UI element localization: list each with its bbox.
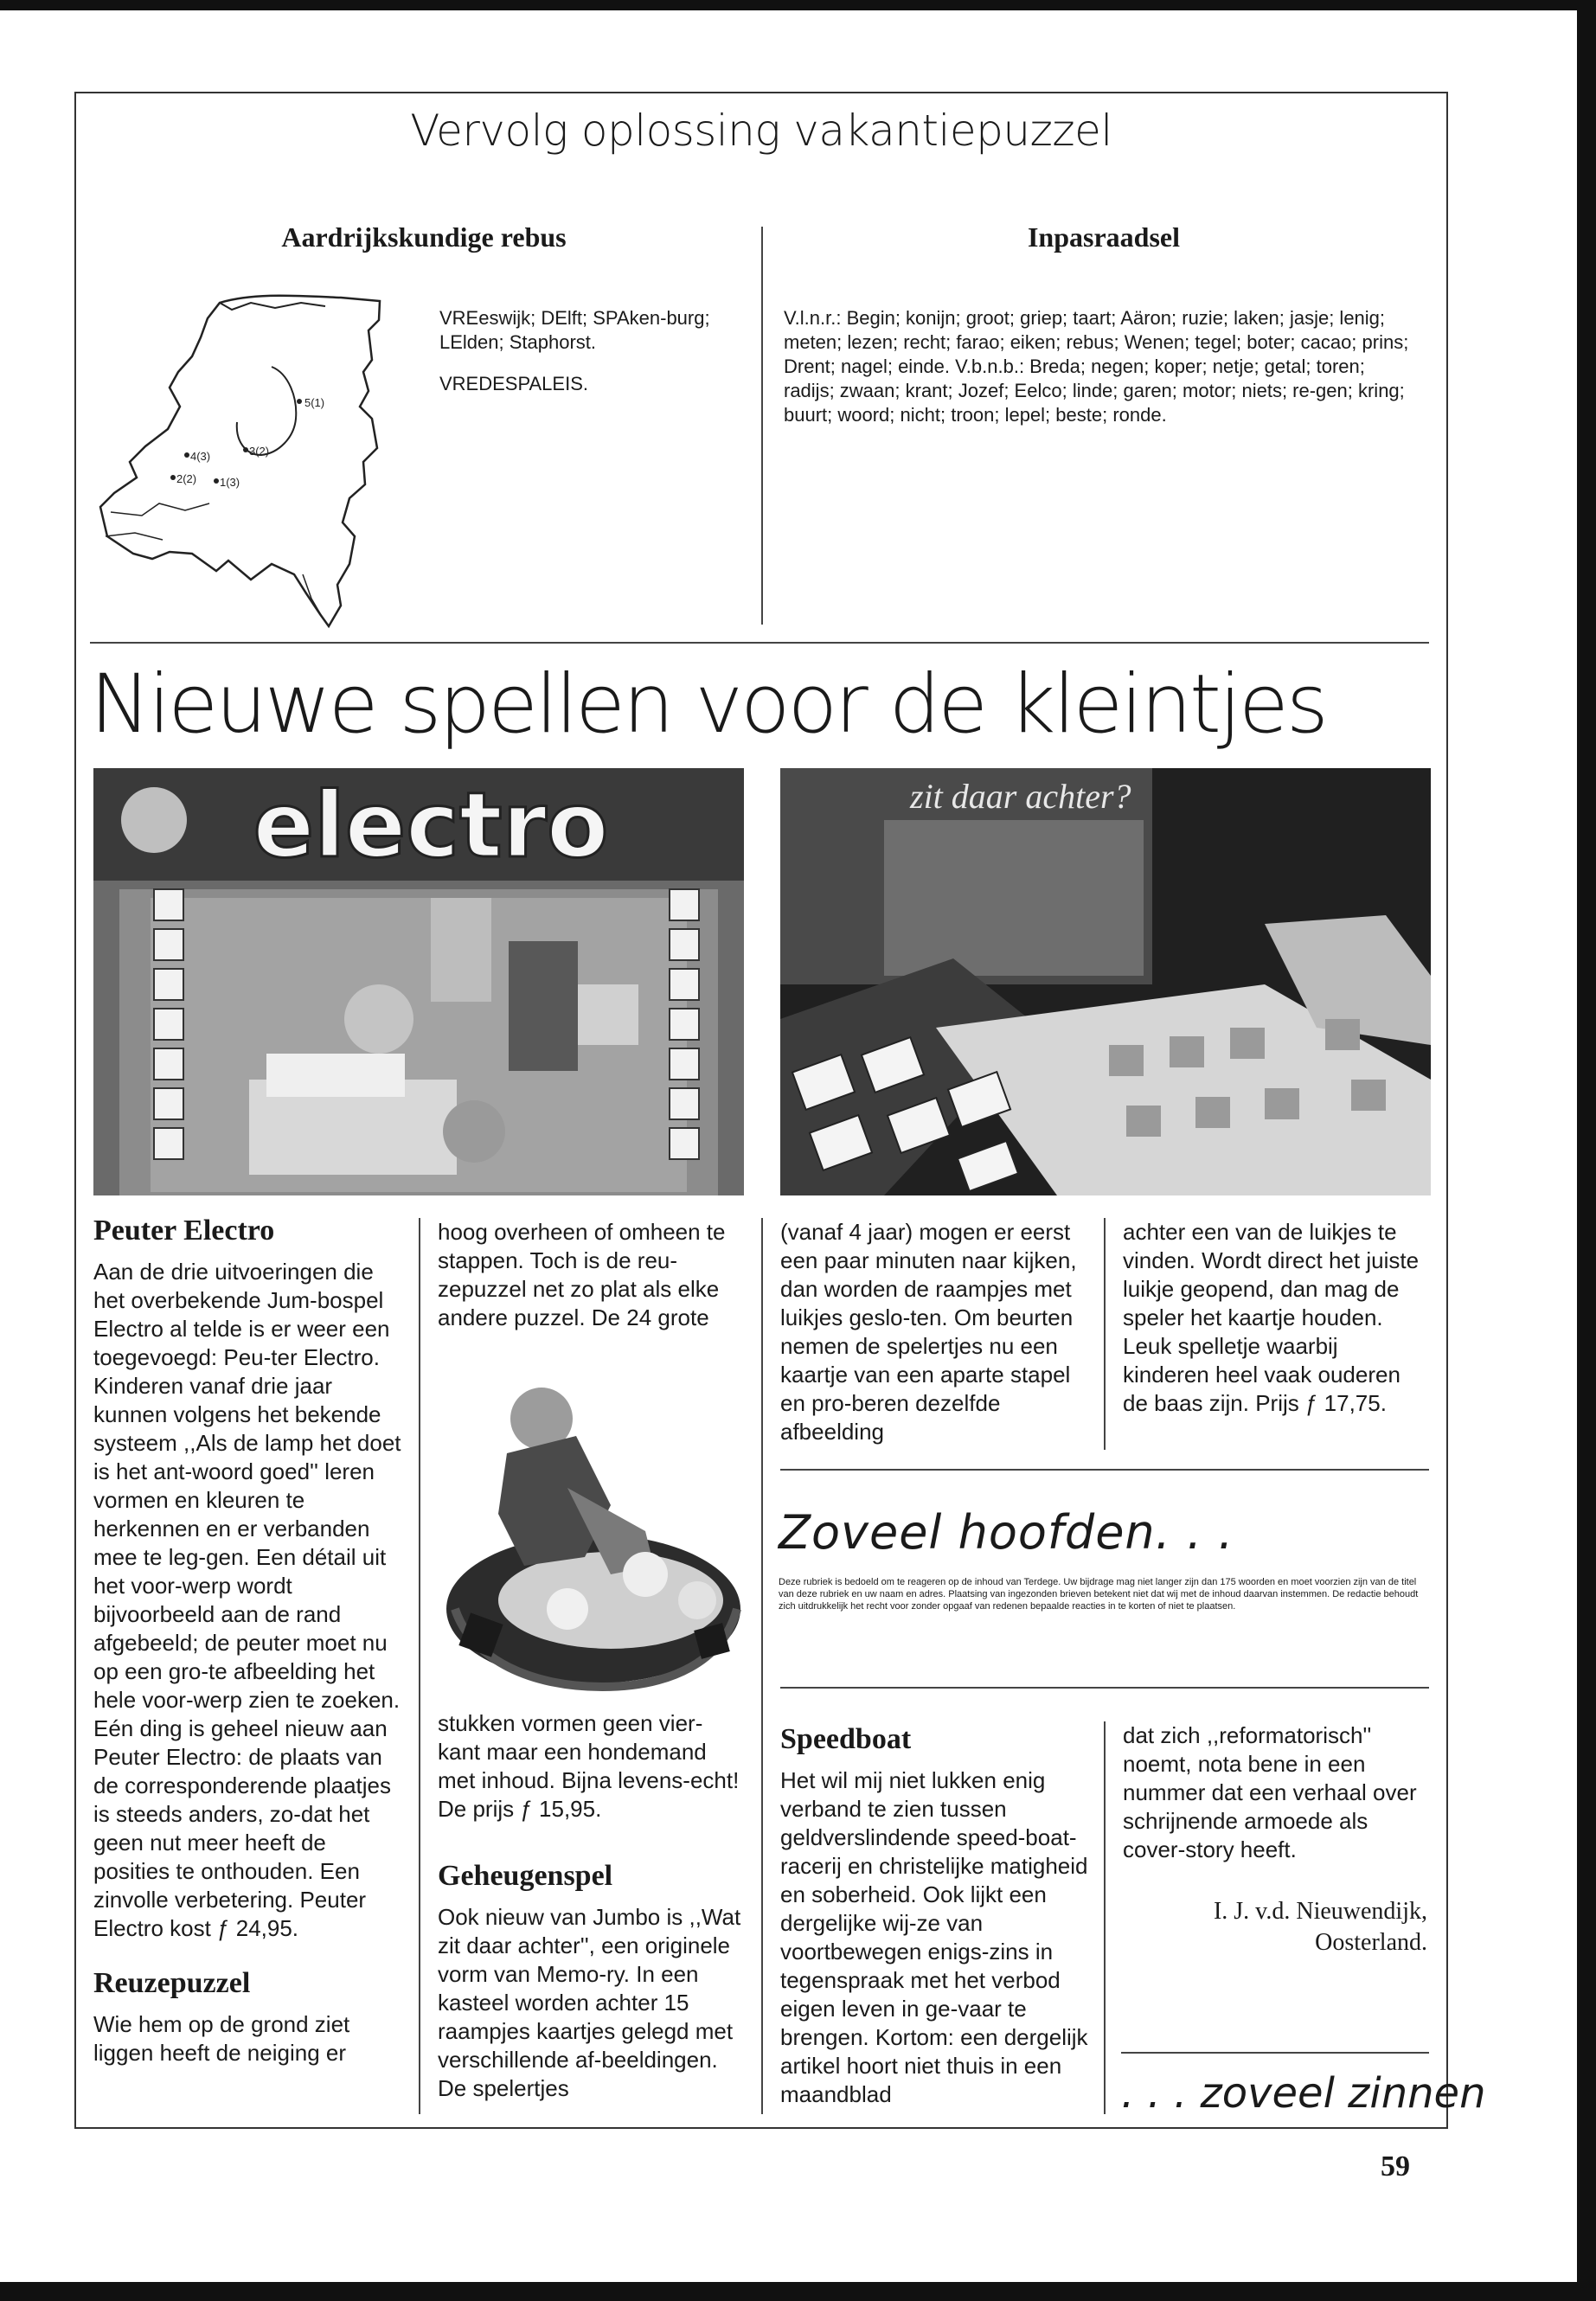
map-label-4: 1(3) [220,476,240,489]
reuzepuzzel-text-start: Wie hem op de grond ziet liggen heeft de neiging er [93,2011,350,2066]
geheugenspel-text: Ook nieuw van Jumbo is ,,Wat zit daar achter'', een originele vorm van Memo-ry. In een kasteel worden achter 15 raampjes kaartjes gelegd met verschillende af-beeldingen. De spelertjes [438,1904,741,2101]
rebus-answers [439,306,751,413]
rebus-solution: VREDESPALEIS. [439,373,588,394]
letters-column-divider [1104,1721,1106,2114]
signature-place: Oosterland. [1315,1929,1427,1956]
letter-signature [1116,1896,1427,1958]
reuzepuzzel-heading: Reuzepuzzel [93,1967,251,1999]
article-column-3 [780,1218,1093,1446]
inpasraadsel-answers [784,306,1415,427]
reuzepuzzel-text-cont: hoog overheen of omheen te stappen. Toch is de reu-zepuzzel net zo plat als elke andere puzzel. De 24 grote [438,1219,726,1330]
box-title-text: zit daar achter? [910,777,1131,816]
header-column-divider [761,227,763,625]
speedboat-text: Het wil mij niet lukken enig verband te zien tussen geldverslindende speed-boat-racerij en christelijke matigheid en soberheid. Ook lijkt een dergelijke wij-ze van voortbewegen enigs-zins in tegenspraak met het verbod eigen leven in ge-vaar te brengen. Kortom: een dergelijk artikel hoort niet thuis in een maandblad [780,1767,1088,2107]
letters-title: Zoveel hoofden. . . [779,1505,1234,1560]
netherlands-map [90,277,419,640]
map-label-1: 5(1) [304,396,325,409]
letter-text-end: dat zich ,,reformatorisch'' noemt, nota bene in een nummer dat een verhaal over schrijnende armoede als cover-story heeft. [1123,1722,1417,1862]
scan-edge-bottom [0,2282,1596,2301]
map-label-5: 3(2) [249,445,270,458]
column-divider-1 [419,1218,420,2114]
article-column-4 [1123,1218,1429,1418]
column-divider-2 [761,1218,763,2114]
letters-disclaimer: Deze rubriek is bedoeld om te reageren op de inhoud van Terdege. Uw bijdrage mag niet langer zijn dan 175 woorden en moet voorzien zijn van de titel van deze rubriek en uw naam en adres. Plaatsing van ingezonden brieven betekent niet dat wij met de inhoud daarvan instemmen. De redactie behoudt zich uitdrukkelijk het recht voor zonder opgaaf van redenen bepaalde reacties in te korten of niet te plaatsen. [779,1577,1419,1612]
peuter-electro-heading: Peuter Electro [93,1215,275,1247]
column-divider-3 [1104,1218,1106,1450]
map-label-3: 2(2) [176,472,197,485]
speedboat-heading: Speedboat [780,1723,912,1755]
page-number: 59 [1381,2150,1410,2182]
header-bottom-rule [90,642,1429,644]
map-label-2: 4(3) [190,450,211,463]
scan-edge-right [1577,0,1596,2301]
scan-edge-top [0,0,1596,10]
photo-geheugenspel [780,768,1431,1195]
geheugenspel-heading: Geheugenspel [438,1860,613,1892]
zinnen-rule [1121,2052,1429,2054]
article-title: Nieuwe spellen voor de kleintjes [90,657,1326,752]
article-bottom-rule [780,1469,1429,1471]
article-column-2-lower [438,1709,744,2103]
inpasraadsel-text: V.l.n.r.: Begin; konijn; groot; griep; taart; Aäron; ruzie; laken; jasje; lenig; meten; lezen; recht; farao; eiken; rebus; Wenen; tegel; boter; cacao; prins; Drent; nagel; einde. V.b.n.b.: Breda; negen; koper; netje; getal; toren; radijs; zwaan; krant; Jozef; Eelco; linde; garen; motor; niets; re-gen; kring; buurt; woord; nicht; troon; lepel; beste; ronde. [784,307,1409,426]
letters-column-right [1123,1721,1429,1864]
geheugenspel-text-cont: (vanaf 4 jaar) mogen er eerst een paar minuten naar kijken, dan worden de raampjes met luikjes geslo-ten. Om beurten nemen de spelertjes nu een kaartje van een aparte stapel en pro-beren dezelfde afbeelding [780,1219,1077,1445]
rebus-heading: Aardrijkskundige rebus [281,221,567,253]
signature-name: I. J. v.d. Nieuwendijk, [1213,1898,1427,1925]
letters-top-rule [780,1687,1429,1689]
article-column-1 [93,1213,403,2067]
electro-logo: electro [253,772,609,878]
geheugenspel-text-end: achter een van de luikjes te vinden. Wordt direct het juiste luikje geopend, dan mag de speler het kaartje houden. Leuk spelletje waarbij kinderen heel vaak ouderen de baas zijn. Prijs ƒ 17,75. [1123,1219,1420,1416]
reuzepuzzel-text-end: stukken vormen geen vier-kant maar een hondemand met inhoud. Bijna levens-echt! De prijs ƒ 15,95. [438,1710,740,1822]
photo-reuzepuzzel [438,1349,744,1699]
letters-column-left [780,1721,1093,2109]
page-title: Vervolg oplossing vakantiepuzzel [410,106,1112,156]
rebus-answer-list: VREeswijk; DElft; SPAken-burg; LElden; Staphorst. [439,307,710,353]
peuter-electro-text: Aan de drie uitvoeringen die het overbekende Jum-bospel Electro al telde is er weer een toegevoegd: Peu-ter Electro. Kinderen vanaf drie jaar kunnen volgens het bekende systeem ,,Als de lamp het doet is het ant-woord goed'' leren vormen en kleuren te herkennen en er verbanden mee te leg-gen. Een détail uit het voor-werp wordt bijvoorbeeld aan de rand afgebeeld; de peuter moet nu op een gro-te afbeelding het hele voor-werp zien te zoeken. Eén ding is geheel nieuw aan Peuter Electro: de plaats van de corresponderende plaatjes is steeds anders, zo-dat het geen nut meer heeft de posities te onthouden. Een zinvolle verbetering. Peuter Electro kost ƒ 24,95. [93,1259,401,1941]
photo-peuter-electro [93,768,744,1195]
letters-closing: . . . zoveel zinnen [1121,2069,1486,2118]
inpasraadsel-heading: Inpasraadsel [1027,221,1181,253]
article-column-2 [438,1218,744,1332]
